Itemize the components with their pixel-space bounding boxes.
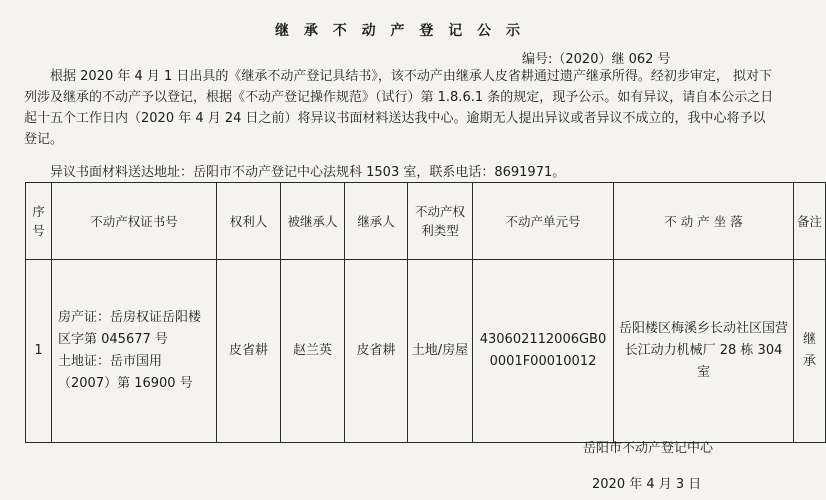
cell-heir: 皮省耕 bbox=[345, 260, 408, 443]
header-heir: 继承人 bbox=[345, 183, 408, 260]
cell-owner: 皮省耕 bbox=[217, 260, 281, 443]
issue-date: 2020 年 4 月 3 日 bbox=[592, 477, 702, 492]
cert-house-line: 房产证：岳房权证岳阳楼区字第 045677 号 bbox=[58, 310, 202, 347]
header-unit-no: 不动产单元号 bbox=[473, 183, 614, 260]
cell-seq: 1 bbox=[26, 260, 52, 443]
header-seq: 序号 bbox=[26, 183, 52, 260]
cell-right-type: 土地/房屋 bbox=[408, 260, 473, 443]
issuer-signature: 岳阳市不动产登记中心 bbox=[583, 441, 714, 456]
cert-land-line: 土地证：岳市国用（2007）第 16900 号 bbox=[58, 354, 193, 391]
document-title: 继 承 不 动 产 登 记 公 示 bbox=[275, 23, 525, 39]
table-header-row bbox=[26, 183, 826, 260]
notice-body-paragraph: 根据 2020 年 4 月 1 日出具的《继承不动产登记具结书》，该不动产由继承人皮省耕通过遗产继承所得。经初步审定， 拟对下列涉及继承的不动产予以登记，根据《不动产登记操作规范》（试行）第 1.8.6.1 条的规定，现予公示。如有异议，请自本公示之日起十五个工作日内（2020 年 4 月 24 日之前）将异议书面材料送达我中心。逾期无人提出异议或者异议不成立的，我中心将予以登记。 bbox=[24, 69, 774, 147]
header-remark: 备注 bbox=[794, 183, 826, 260]
objection-address: 异议书面材料送达地址：岳阳市不动产登记中心法规科 1503 室，联系电话：8691971。 bbox=[50, 165, 566, 180]
document-number: 编号:（2020）继 062 号 bbox=[522, 52, 671, 67]
table-row bbox=[26, 260, 826, 443]
property-table bbox=[25, 182, 826, 443]
cell-decedent: 赵兰英 bbox=[281, 260, 345, 443]
header-location: 不 动 产 坐 落 bbox=[614, 183, 794, 260]
header-decedent: 被继承人 bbox=[281, 183, 345, 260]
header-owner: 权利人 bbox=[217, 183, 281, 260]
header-right-type: 不动产权利类型 bbox=[408, 183, 473, 260]
header-cert: 不动产权证书号 bbox=[52, 183, 217, 260]
cell-location: 岳阳楼区梅溪乡长动社区国营长江动力机械厂 28 栋 304 室 bbox=[614, 260, 794, 443]
cell-remark: 继承 bbox=[794, 260, 826, 443]
cell-cert bbox=[52, 260, 217, 443]
cell-unit-no: 430602112006GB00001F00010012 bbox=[473, 260, 614, 443]
